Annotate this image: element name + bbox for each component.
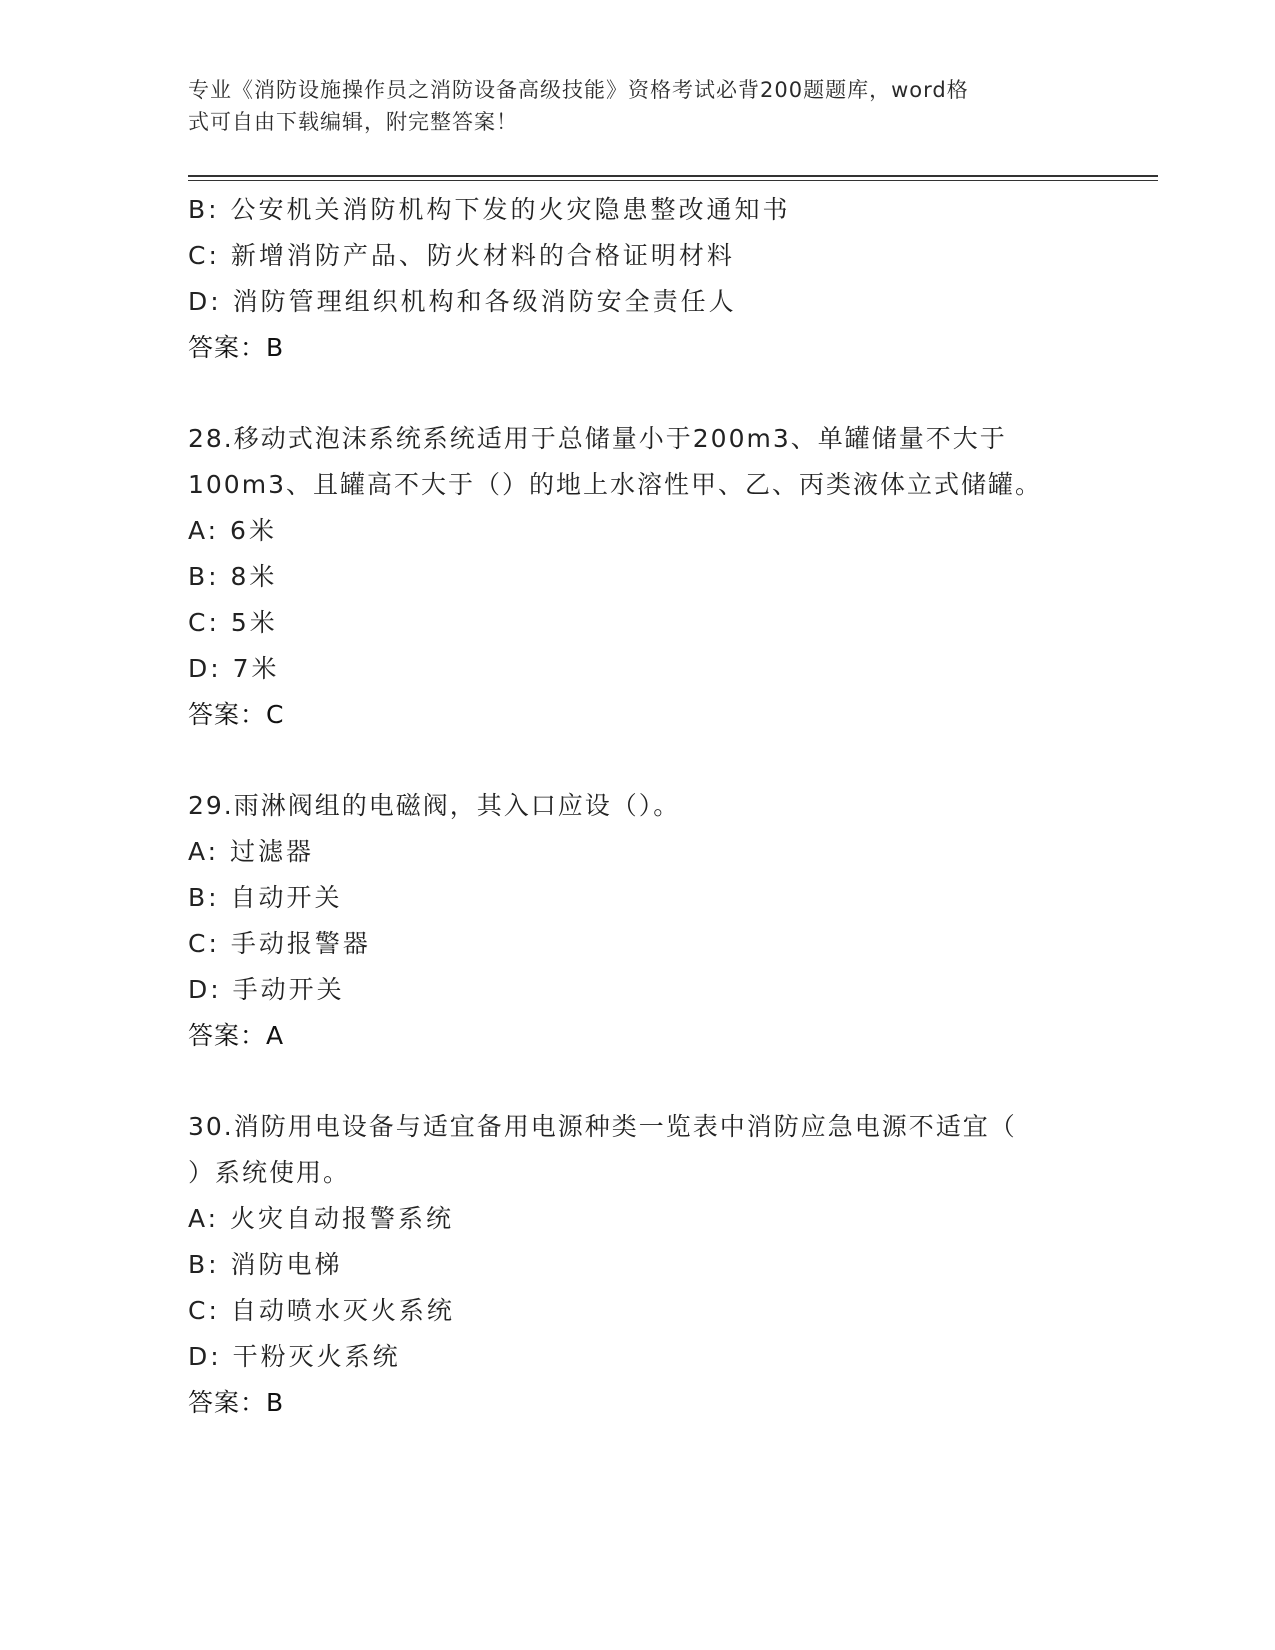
spacer [188,738,1088,783]
answer-line: 答案：B [188,1388,285,1417]
option-c: C: 手动报警器 [188,929,371,958]
spacer [188,1059,1088,1104]
question-stem-line-2: 100m3、且罐高不大于（）的地上水溶性甲、乙、丙类液体立式储罐。 [188,470,1042,499]
option-c: C: 新增消防产品、防火材料的合格证明材料 [188,241,735,270]
answer-line: 答案：C [188,700,285,729]
question-29 [188,783,1088,1059]
answer-line: 答案：A [188,1021,285,1050]
question-stem-line-1: 29.雨淋阀组的电磁阀，其入口应设（）。 [188,791,681,820]
header-divider-thick [188,175,1158,177]
question-stem-line-1: 30.消防用电设备与适宜备用电源种类一览表中消防应急电源不适宜（ [188,1112,1017,1141]
option-a: A: 6米 [188,516,277,545]
document-header [188,74,1068,138]
question-28 [188,416,1088,738]
option-a: A: 过滤器 [188,837,315,866]
option-b: B: 8米 [188,562,278,591]
answer-line: 答案：B [188,333,285,362]
option-d: D: 手动开关 [188,975,345,1004]
header-line-2: 式可自由下载编辑，附完整答案！ [188,110,518,134]
question-27-tail [188,187,1088,371]
question-stem-line-2: ）系统使用。 [188,1158,351,1187]
option-c: C: 自动喷水灭火系统 [188,1296,455,1325]
option-b: B: 消防电梯 [188,1250,343,1279]
header-line-1: 专业《消防设施操作员之消防设备高级技能》资格考试必背200题题库，word格 [188,78,969,102]
spacer [188,371,1088,416]
header-divider-thin [188,180,1158,181]
option-d: D: 消防管理组织机构和各级消防安全责任人 [188,287,737,316]
option-b: B: 公安机关消防机构下发的火灾隐患整改通知书 [188,195,791,224]
question-stem-line-1: 28.移动式泡沫系统系统适用于总储量小于200m3、单罐储量不大于 [188,424,1007,453]
option-d: D: 7米 [188,654,280,683]
option-b: B: 自动开关 [188,883,343,912]
option-d: D: 干粉灭火系统 [188,1342,401,1371]
option-a: A: 火灾自动报警系统 [188,1204,455,1233]
option-c: C: 5米 [188,608,278,637]
question-30 [188,1104,1088,1426]
question-list [188,187,1088,1426]
